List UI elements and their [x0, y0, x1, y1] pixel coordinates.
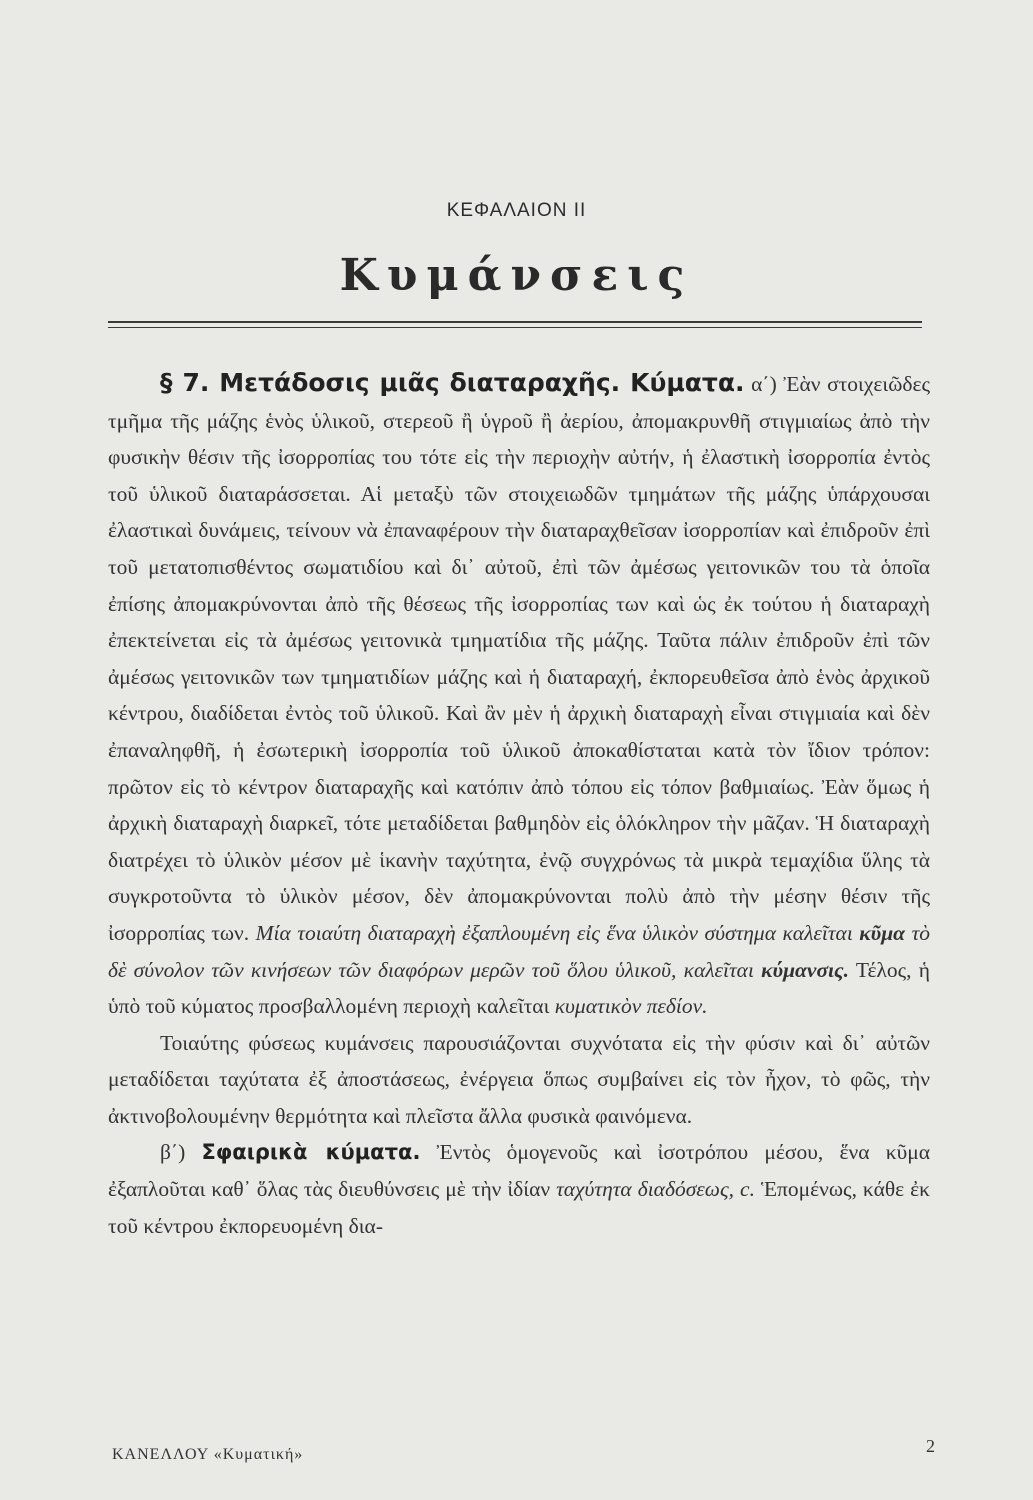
p3-text-a: Ἐντὸς ὁμογενοῦς καὶ ἰσοτρόπου μέσου, ἕνα κῦμα ἐξαπλοῦται καθ᾽ ὅλας τὰς διευθύνσεις μὲ τὴν ἰδίαν	[108, 1140, 931, 1202]
chapter-label: ΚΕΦΑΛΑΙΟΝ ΙΙ	[446, 200, 587, 221]
intro-label: α΄)	[751, 372, 777, 396]
title-rule-thin	[108, 327, 922, 328]
paragraph-2: Τοιαύτης φύσεως κυμάνσεις παρουσιάζονται συχνότατα εἰς τὴν φύσιν καὶ δι᾽ αὐτῶν μεταδίδεται ταχύτατα ἐξ ἀποστάσεως, ἐνέργεια ὅπως συμβαίνει εἰς τὸν ἦχον, τὸ φῶς, τὴν ἀκτινοβολουμένην θερμότητα καὶ πλεῖστα ἄλλα φυσικὰ φαινόμενα.	[108, 1030, 930, 1128]
p1-italic-2: τὸ δὲ σύνολον τῶν κινήσεων τῶν διαφόρων μερῶν τοῦ ὅλου ὑλικοῦ, καλεῖται	[108, 920, 931, 982]
section-heading: § 7. Μετάδοσις μιᾶς διαταραχῆς. Κύματα.	[160, 368, 745, 397]
page-number: 2	[926, 1436, 935, 1456]
p3-text-b: Ἑπομένως, κάθε ἐκ τοῦ κέντρου ἐκπορευομένη δια-	[108, 1177, 931, 1238]
p1-text-c: Τέλος, ἡ ὑπὸ τοῦ κύματος προσβαλλομένη περιοχὴ καλεῖται	[108, 957, 930, 1019]
body-text	[108, 365, 930, 1244]
p1-italic-1: Μία τοιαύτη διαταραχὴ ἐξαπλουμένη εἰς ἕνα ὑλικὸν σύστημα καλεῖται	[255, 920, 853, 945]
p3-italic: ταχύτητα διαδόσεως, c.	[556, 1177, 755, 1202]
p3-label: β΄)	[160, 1140, 186, 1165]
p1-text-a: Ἐὰν στοιχειῶδες τμῆμα τῆς μάζης ἑνὸς ὑλικοῦ, στερεοῦ ἢ ὑγροῦ ἢ ἀερίου, ἀπομακρυνθῆ στιγμιαίως ἀπὸ τὴν φυσικὴν θέσιν τῆς ἰσορροπίας του τότε εἰς τὴν περιοχὴν αὐτήν, ἡ ἐλαστικὴ ἰσορροπία ἐντὸς τοῦ ὑλικοῦ διαταράσσεται. Αἱ μεταξὺ τῶν στοιχειωδῶν τμημάτων τῆς μάζης ὑπάρχουσαι ἐλαστικαὶ δυνάμεις, τείνουν νὰ ἐπαναφέρουν τὴν διαταραχθεῖσαν ἰσορροπίαν καὶ ἐπιδροῦν ἐπὶ τοῦ μετατοπισθέντος σωματιδίου καὶ δι᾽ αὐτοῦ, ἐπὶ τῶν ἀμέσως γειτονικῶν του τὰ ὁποῖα ἐπίσης ἀπομακρύνονται ἀπὸ τῆς θέσεως τῆς ἰσορροπίας των καὶ ὡς ἐκ τούτου ἡ διαταραχὴ ἐπεκτείνεται εἰς τὰ ἀμέσως γειτονικὰ τμηματίδια τῆς μάζης. Ταῦτα πάλιν ἐπιδροῦν ἐπὶ τῶν ἀμέσως γειτονικῶν των τμηματιδίων μάζης καὶ ἡ διαταραχή, ἐκπορευθεῖσα ἀπὸ ἑνὸς ἀρχικοῦ κέντρου, διαδίδεται ἐντὸς τοῦ ὑλικοῦ. Καὶ ἂν μὲν ἡ ἀρχικὴ διαταραχὴ εἶναι στιγμιαία καὶ δὲν ἐπαναληφθῆ, ἡ ἐσωτερικὴ ἰσορροπία τοῦ ὑλικοῦ ἀποκαθίσταται κατὰ τὸν ἴδιον τρόπον: πρῶτον εἰς τὸ κέντρον διαταραχῆς καὶ κατόπιν ἀπὸ τόπου εἰς τόπον βαθμιαίως. Ἐὰν ὅμως ἡ ἀρχικὴ διαταραχὴ διαρκεῖ, τότε μεταδίδεται βαθμηδὸν εἰς ὁλόκληρον τὴν μᾶζαν. Ἡ διαταραχὴ διατρέχει τὸ ὑλικὸν μέσον μὲ ἱκανὴν ταχύτητα, ἐνῷ συγχρόνως τὰ μικρὰ τεμαχίδια ὕλης τὰ συγκροτοῦντα τὸ ὑλικὸν μέσον, δὲν ἀπομακρύνονται πολὺ ἀπὸ τὴν μέσην θέσιν τῆς ἰσορροπίας των.	[108, 372, 931, 945]
p3-heading: Σφαιρικὰ κύματα.	[201, 1140, 421, 1165]
paragraph-1	[108, 365, 930, 1025]
chapter-title: Κυμάνσεις	[339, 250, 694, 301]
paragraph-3	[108, 1134, 930, 1244]
footer-signature: ΚΑΝΕΛΛΟΥ «Κυματική»	[112, 1446, 304, 1463]
term-wave-motion: κύμανσις.	[761, 957, 849, 982]
title-rule-thick	[108, 321, 922, 323]
term-wave-field: κυματικὸν πεδίον.	[554, 994, 708, 1019]
term-wave: κῦμα	[859, 920, 906, 945]
